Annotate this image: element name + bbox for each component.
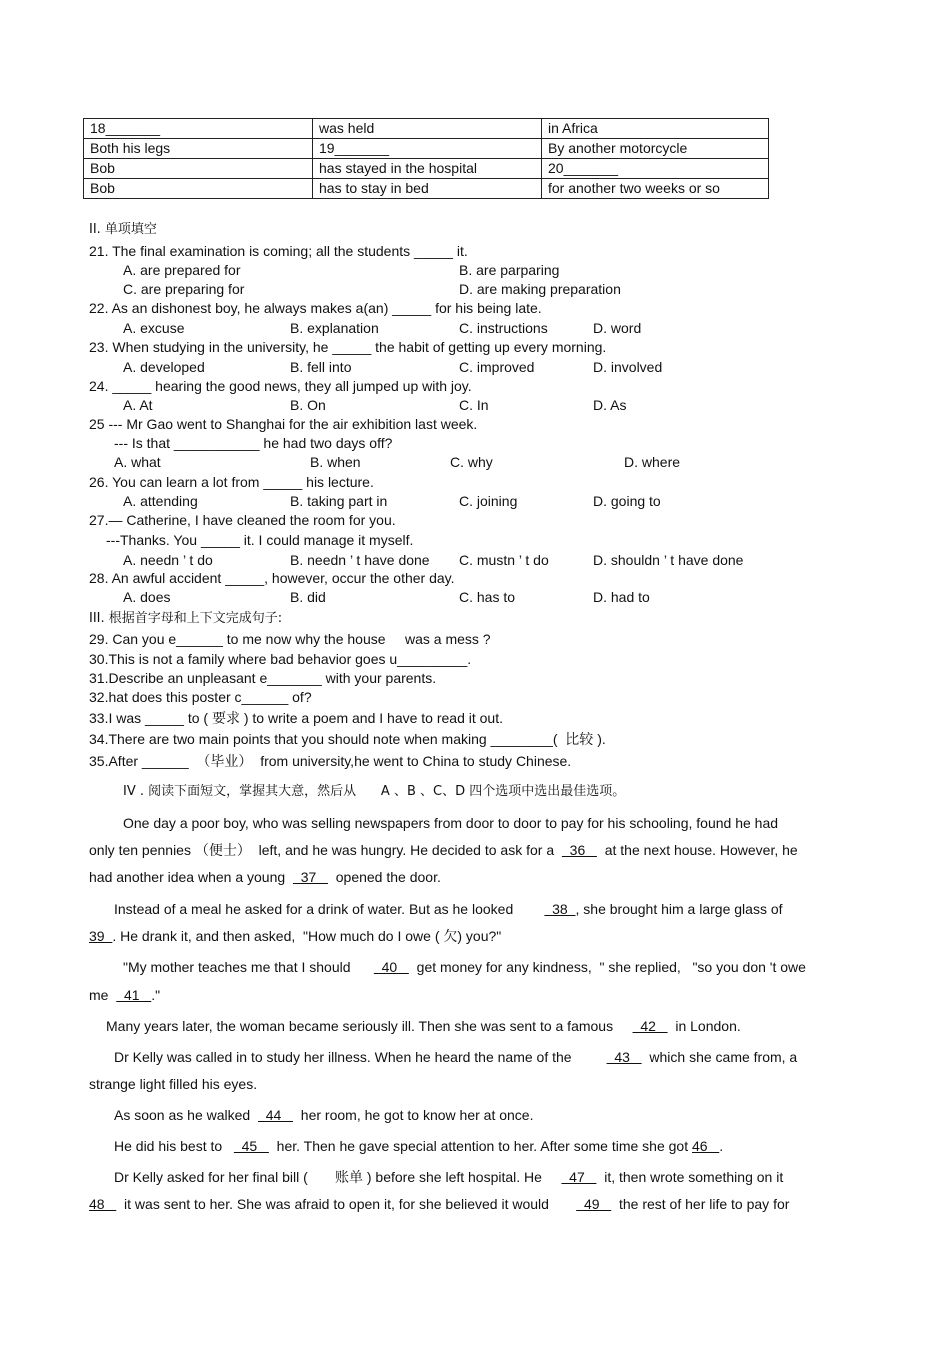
blank-37: 37 <box>292 869 328 885</box>
text: . <box>719 1138 724 1154</box>
text: ." <box>151 987 161 1003</box>
question-26: 26. You can learn a lot from _____ his lecture. <box>89 474 374 490</box>
option-a: A. are prepared for <box>123 262 241 278</box>
blank-38: 38 <box>544 901 576 917</box>
question-27-line2: ---Thanks. You _____ it. I could manage it myself. <box>106 532 414 548</box>
question-31: 31.Describe an unpleasant e_______ with your parents. <box>89 670 437 686</box>
table-cell: was held <box>313 119 542 139</box>
option-d: D. where <box>624 454 681 470</box>
option-b: B. needn ’ t have done <box>290 552 430 568</box>
text: get money for any kindness, " she replied, "so you don 't owe <box>408 959 806 975</box>
option-a: A. attending <box>123 493 198 509</box>
passage-line <box>123 959 806 976</box>
passage-line <box>89 1196 789 1213</box>
passage-line <box>114 1138 723 1155</box>
option-d: D. word <box>593 320 642 336</box>
option-c: C. has to <box>459 589 516 605</box>
option-c: C. In <box>459 397 489 413</box>
question-23: 23. When studying in the university, he _____ the habit of getting up every morning. <box>89 339 607 355</box>
table-cell: Bob <box>84 159 313 179</box>
passage-line <box>89 869 441 886</box>
text: , she brought him a large glass of <box>575 901 783 917</box>
table-row <box>84 119 769 139</box>
option-b: B. fell into <box>290 359 352 375</box>
text: Dr Kelly asked for her final bill ( 账单 ) before she left hospital. He <box>114 1169 562 1185</box>
option-a: A. developed <box>123 359 205 375</box>
option-d: D. had to <box>593 589 650 605</box>
option-a: A. what <box>114 454 161 470</box>
question-21: 21. The final examination is coming; all the students _____ it. <box>89 243 468 259</box>
option-c: C. mustn ’ t do <box>459 552 549 568</box>
table-cell: in Africa <box>542 119 769 139</box>
question-35: 35.After ______ （毕业） from university,he went to China to study Chinese. <box>89 753 572 769</box>
table-cell: 18_______ <box>84 119 313 139</box>
question-22: 22. As an dishonest boy, he always makes a(an) _____ for his being late. <box>89 300 542 316</box>
question-32: 32.hat does this poster c______ of? <box>89 689 312 705</box>
text: it was sent to her. She was afraid to open it, for she believed it would <box>116 1196 577 1212</box>
option-b: B. taking part in <box>290 493 388 509</box>
section-title: IV . 阅读下面短文，掌握其大意，然后从 A 、B 、C、D 四个选项中选出最佳选项。 <box>123 784 626 799</box>
question-30: 30.This is not a family where bad behavior goes u_________. <box>89 651 472 667</box>
question-24: 24. _____ hearing the good news, they all jumped up with joy. <box>89 378 472 394</box>
passage-line <box>114 1049 797 1066</box>
text: As soon as he walked <box>114 1107 258 1123</box>
table-cell: Both his legs <box>84 139 313 159</box>
option-b: B. explanation <box>290 320 379 336</box>
table-row <box>84 139 769 159</box>
option-d: D. are making preparation <box>459 281 621 297</box>
passage-line <box>106 1018 741 1035</box>
section-title: III. 根据首字母和上下文完成句子: <box>89 611 283 626</box>
option-a: A. excuse <box>123 320 185 336</box>
blank-43: 43 <box>606 1049 642 1065</box>
text: only ten pennies （便士） left, and he was hungry. He decided to ask for a <box>89 842 562 858</box>
blank-48: 48 <box>89 1196 117 1212</box>
option-b: B. are parparing <box>459 262 560 278</box>
table-row <box>84 179 769 199</box>
option-b: B. did <box>290 589 326 605</box>
option-a: A. does <box>123 589 171 605</box>
passage-line <box>114 1169 783 1186</box>
blank-42: 42 <box>632 1018 668 1034</box>
question-25: 25 --- Mr Gao went to Shanghai for the air exhibition last week. <box>89 416 478 432</box>
passage-line <box>89 842 798 859</box>
blank-44: 44 <box>257 1107 294 1123</box>
option-c: C. why <box>450 454 493 470</box>
table-cell: has to stay in bed <box>313 179 542 199</box>
table-row <box>84 159 769 179</box>
blank-36: 36 <box>561 842 597 858</box>
text: the rest of her life to pay for <box>611 1196 790 1212</box>
text: Many years later, the woman became seriously ill. Then she was sent to a famous <box>106 1018 633 1034</box>
question-29: 29. Can you e______ to me now why the house was a mess ? <box>89 631 491 647</box>
option-c: C. joining <box>459 493 518 509</box>
option-d: D. involved <box>593 359 663 375</box>
blank-47: 47 <box>561 1169 597 1185</box>
passage-line <box>89 928 501 945</box>
passage-line <box>114 1107 533 1124</box>
text: it, then wrote something on it <box>596 1169 784 1185</box>
option-b: B. when <box>310 454 361 470</box>
option-d: D. As <box>593 397 627 413</box>
question-34: 34.There are two main points that you should note when making ________( 比较 ). <box>89 731 606 747</box>
table-cell: 20_______ <box>542 159 769 179</box>
text: me <box>89 987 117 1003</box>
option-c: C. are preparing for <box>123 281 245 297</box>
text: "My mother teaches me that I should <box>123 959 374 975</box>
option-c: C. instructions <box>459 320 548 336</box>
table-cell: By another motorcycle <box>542 139 769 159</box>
text: her room, he got to know her at once. <box>293 1107 534 1123</box>
info-table <box>83 118 769 199</box>
blank-49: 49 <box>576 1196 612 1212</box>
table-cell: has stayed in the hospital <box>313 159 542 179</box>
blank-40: 40 <box>373 959 409 975</box>
table-cell: Bob <box>84 179 313 199</box>
passage-line <box>114 901 783 918</box>
option-d: D. going to <box>593 493 661 509</box>
blank-46: 46 <box>692 1138 720 1154</box>
passage-line: One day a poor boy, who was selling newspapers from door to door to pay for his schooling, found he had <box>123 815 779 831</box>
text: her. Then he gave special attention to her. After some time she got <box>268 1138 692 1154</box>
question-28: 28. An awful accident _____, however, occur the other day. <box>89 570 455 586</box>
table-cell: 19_______ <box>313 139 542 159</box>
text: opened the door. <box>327 869 441 885</box>
table-cell: for another two weeks or so <box>542 179 769 199</box>
question-27: 27.— Catherine, I have cleaned the room for you. <box>89 512 396 528</box>
blank-39: 39 <box>89 928 113 944</box>
option-b: B. On <box>290 397 326 413</box>
text: He did his best to <box>114 1138 234 1154</box>
text: at the next house. However, he <box>596 842 798 858</box>
question-25-line2: --- Is that ___________ he had two days off? <box>114 435 393 451</box>
section-title: II. 单项填空 <box>89 222 157 237</box>
option-a: A. needn ’ t do <box>123 552 213 568</box>
option-a: A. At <box>123 397 153 413</box>
blank-41: 41 <box>116 987 152 1003</box>
text: had another idea when a young <box>89 869 293 885</box>
option-d: D. shouldn ’ t have done <box>593 552 744 568</box>
passage-line <box>89 987 160 1004</box>
blank-45: 45 <box>233 1138 269 1154</box>
text: Dr Kelly was called in to study her illness. When he heard the name of the <box>114 1049 607 1065</box>
text: Instead of a meal he asked for a drink of water. But as he looked <box>114 901 545 917</box>
passage-line: strange light filled his eyes. <box>89 1076 258 1092</box>
text: in London. <box>667 1018 741 1034</box>
text: which she came from, a <box>641 1049 798 1065</box>
text: . He drank it, and then asked, "How much do I owe ( 欠) you?" <box>112 928 502 944</box>
option-c: C. improved <box>459 359 535 375</box>
question-33: 33.I was _____ to ( 要求 ) to write a poem and I have to read it out. <box>89 710 503 726</box>
